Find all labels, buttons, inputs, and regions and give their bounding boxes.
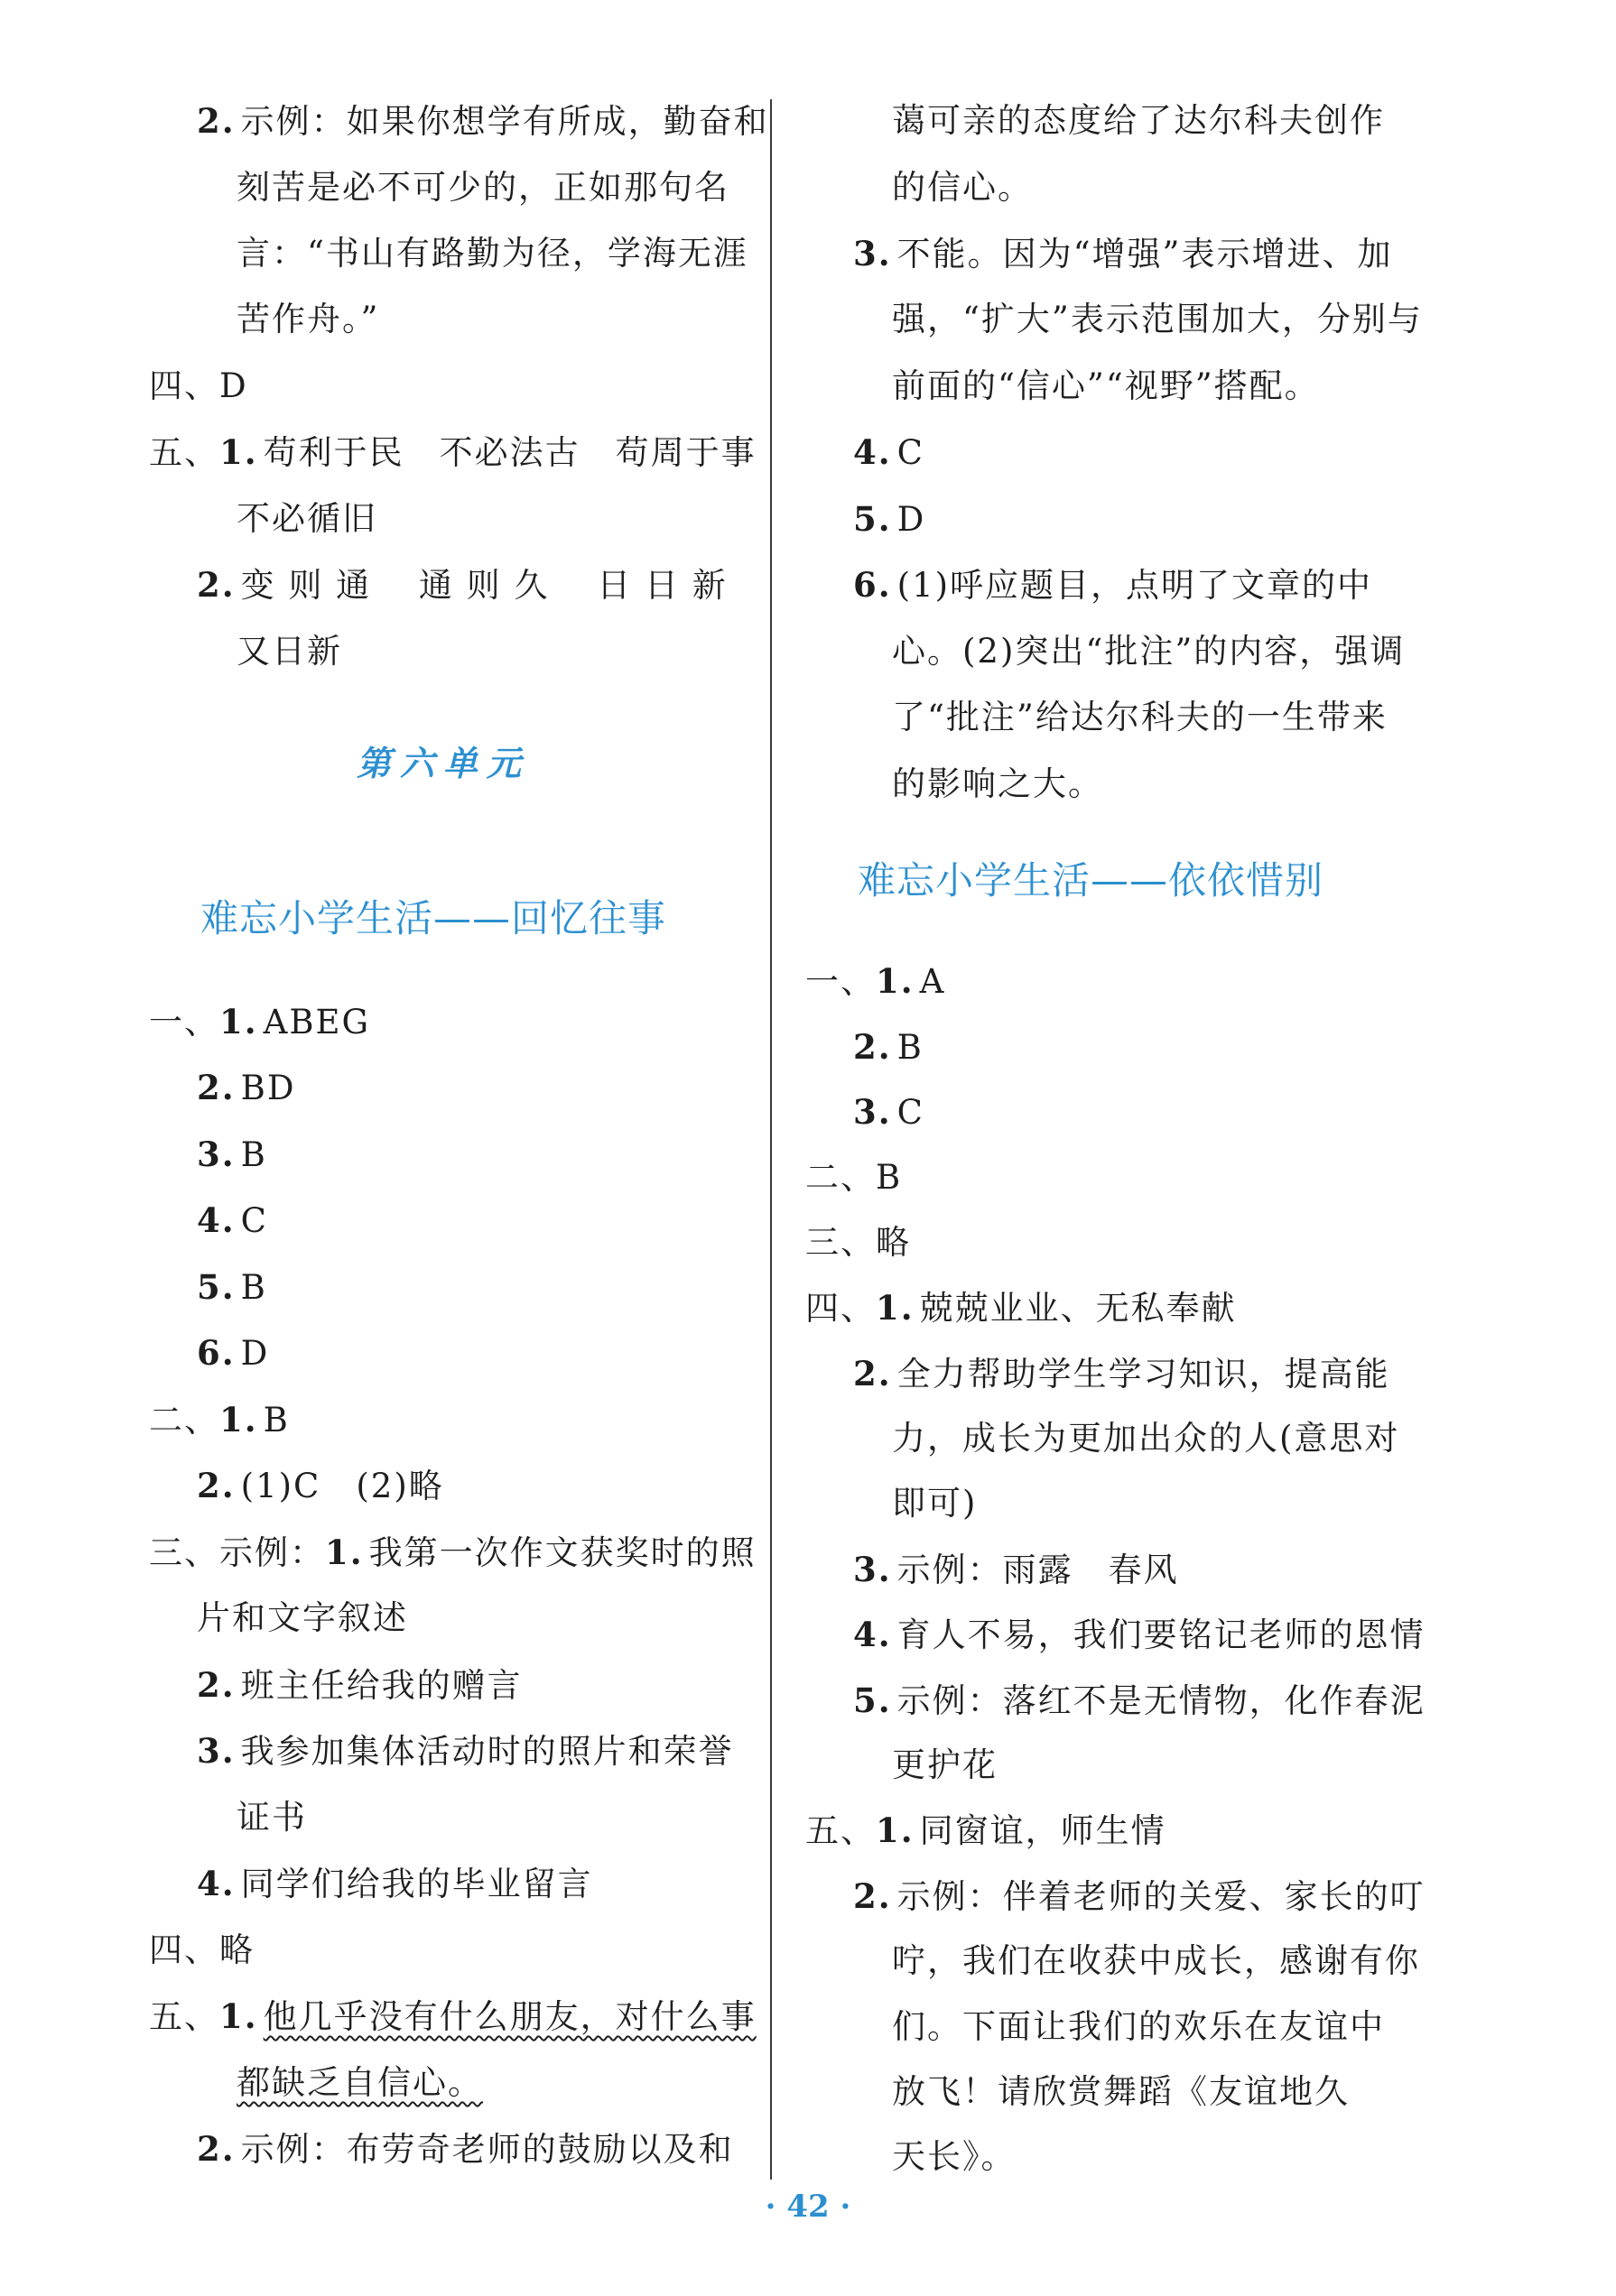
answer-line: 四、1. 兢兢业业、无私奉献 (805, 1288, 1237, 1328)
answer-line: 即可) (892, 1484, 978, 1523)
answer-line: 四、D (149, 366, 248, 405)
answer-line: 四、略 (149, 1930, 255, 1969)
answer-line: 5. B (197, 1267, 267, 1307)
answer-line: 言：“书山有路勤为径，学海无涯 (237, 234, 748, 273)
answer-line: 前面的“信心”“视野”搭配。 (892, 366, 1320, 405)
answer-line: 6. D (197, 1333, 270, 1373)
answer-line: 2. BD (197, 1068, 296, 1107)
unit-title: 第六单元 (357, 743, 531, 783)
answer-line (237, 2063, 483, 2103)
answer-line: 3. 我参加集体活动时的照片和荣誉 (197, 1731, 734, 1771)
answer-line: 力，成长为更加出众的人(意思对 (892, 1419, 1400, 1458)
column-divider (770, 99, 772, 2180)
answer-line: 3. C (853, 1092, 924, 1132)
answer-line: 2. B (853, 1027, 924, 1067)
section-title: 难忘小学生活——依依惜别 (858, 858, 1324, 903)
answer-line: 3. B (197, 1134, 267, 1174)
answer-line: 三、略 (805, 1223, 911, 1262)
answer-line: 二、1. B (149, 1400, 290, 1440)
answer-line: 蔼可亲的态度给了达尔科夫创作 (892, 101, 1385, 140)
answer-line: 2. 全力帮助学生学习知识，提高能 (853, 1354, 1390, 1393)
answer-line: 强，“扩大”表示范围加大，分别与 (892, 300, 1423, 338)
answer-line: 4. 同学们给我的毕业留言 (197, 1864, 593, 1903)
answer-line: 更护花 (892, 1745, 998, 1784)
answer-line: 5. 示例：落红不是无情物，化作春泥 (853, 1680, 1426, 1720)
answer-line: 们。下面让我们的欢乐在友谊中 (892, 2007, 1385, 2046)
answer-line: 苦作舟。” (237, 300, 380, 338)
answer-line: 4. C (853, 432, 924, 472)
wavy-underlined-text: 他几乎没有什么朋友，对什么事 (263, 1997, 757, 2036)
answer-line: 3. 不能。因为“增强”表示增进、加 (853, 234, 1393, 273)
answer-line: 五、1. 同窗谊，师生情 (805, 1810, 1166, 1850)
answer-line: 天长》。 (892, 2137, 1017, 2176)
answer-line: 了“批注”给达尔科夫的一生带来 (892, 698, 1388, 736)
answer-line: 二、B (805, 1158, 903, 1197)
answer-line: 刻苦是必不可少的，正如那句名 (237, 168, 729, 207)
answer-line: 5. D (853, 499, 926, 539)
answer-line: 心。(2)突出“批注”的内容，强调 (892, 632, 1406, 671)
answer-line: 4. 育人不易，我们要铭记老师的恩情 (853, 1615, 1426, 1654)
page-number: · 42 · (765, 2189, 851, 2225)
section-title: 难忘小学生活——回忆往事 (200, 896, 667, 940)
answer-line: 证书 (237, 1798, 307, 1837)
wavy-underlined-text: 都缺乏自信心。 (237, 2063, 483, 2102)
answer-line: 4. C (197, 1200, 268, 1240)
answer-line: 放飞！请欣赏舞蹈《友谊地久 (892, 2072, 1350, 2111)
answer-line: 2. 示例：布劳奇老师的鼓励以及和 (197, 2129, 734, 2169)
answer-line: 三、示例：1. 我第一次作文获奖时的照 (149, 1532, 757, 1572)
answer-line: 2. 班主任给我的赠言 (197, 1665, 523, 1705)
answer-line: 一、1. ABEG (149, 1002, 371, 1042)
answer-line: 五、1. 他几乎没有什么朋友，对什么事 (149, 1996, 757, 2036)
answer-line: 6. (1)呼应题目，点明了文章的中 (853, 565, 1373, 605)
answer-line: 一、1. A (805, 961, 946, 1001)
answer-line: 2. 示例：伴着老师的关爱、家长的叮 (853, 1876, 1426, 1916)
answer-line: 五、1. 苟利于民 不必法古 苟周于事 (149, 432, 757, 472)
answer-line: 2. 示例：如果你想学有所成，勤奋和 (197, 101, 769, 141)
answer-line: 2. (1)C (2)略 (197, 1466, 444, 1505)
answer-line: 的信心。 (892, 168, 1033, 207)
answer-line: 3. 示例：雨露 春风 (853, 1550, 1179, 1589)
answer-line: 的影响之大。 (892, 764, 1103, 803)
answer-line: 2. 变 则 通 通 则 久 日 日 新 (197, 565, 728, 605)
answer-line: 不必循旧 (237, 499, 377, 538)
answer-line: 咛，我们在收获中成长，感谢有你 (892, 1941, 1420, 1980)
answer-line: 片和文字叙述 (197, 1598, 408, 1637)
answer-line: 又日新 (237, 632, 342, 671)
